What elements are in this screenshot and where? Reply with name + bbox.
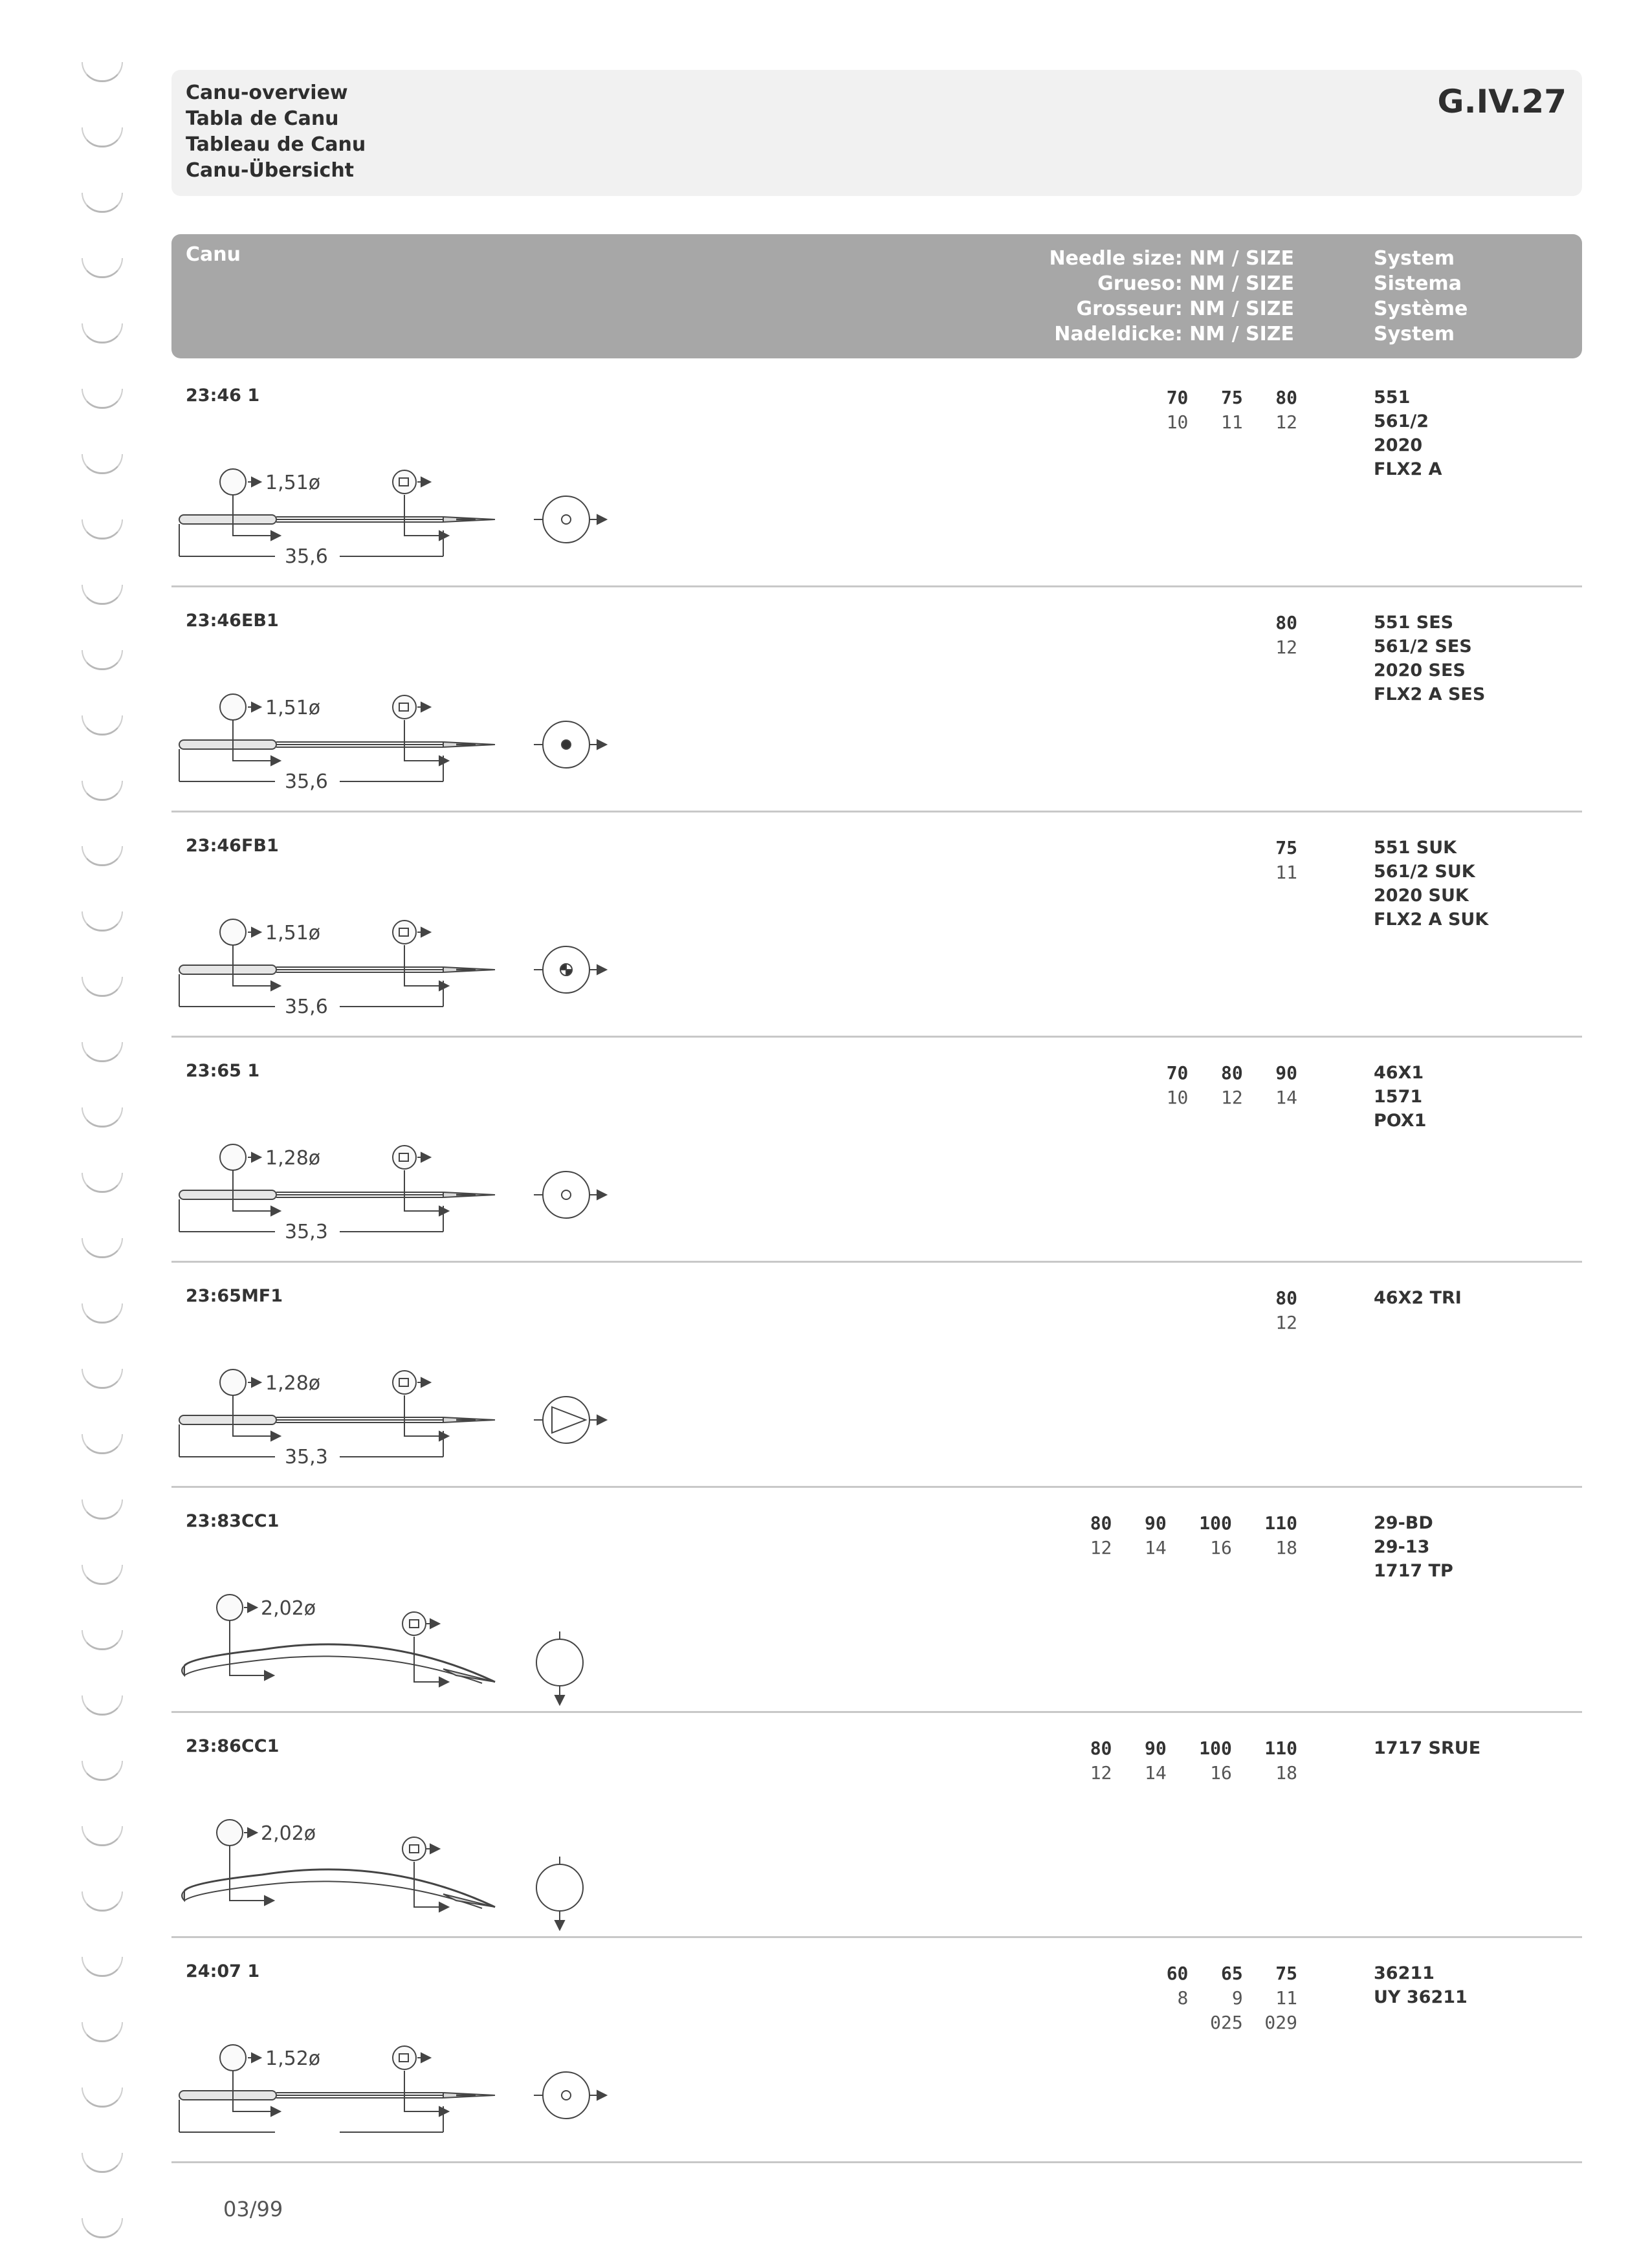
needle-sizes: [1275, 1286, 1297, 1335]
needle-code: 23:46EB1: [186, 611, 279, 631]
header-system-es: Sistema: [1374, 272, 1462, 295]
needle-sizes: [1167, 1061, 1297, 1110]
system-value: UY 36211: [1374, 1987, 1468, 2007]
binding-hole: [82, 1892, 123, 1912]
system-list: [1374, 1961, 1468, 2009]
needle-illustration: [171, 459, 663, 582]
needle-table: [171, 362, 1582, 2163]
needle-length: 35,3: [285, 1221, 328, 1243]
binding-hole: [82, 2218, 123, 2238]
binding-hole: [82, 977, 123, 997]
needle-illustration: [171, 684, 663, 807]
shank-diameter: 1,52ø: [265, 2047, 321, 2070]
needle-row: [171, 1713, 1582, 1938]
system-value: FLX2 A SES: [1374, 684, 1486, 704]
header-system: [1374, 246, 1468, 347]
header-system-de: System: [1374, 323, 1455, 345]
system-list: [1374, 1511, 1453, 1583]
system-value: 561/2 SUK: [1374, 862, 1475, 882]
binding-hole: [82, 1238, 123, 1258]
header-size-es: Grueso: NM / SIZE: [1097, 272, 1294, 295]
binding-hole: [82, 519, 123, 540]
needle-length: 35,6: [285, 545, 328, 568]
size-nm: 70 80 90: [1166, 1062, 1297, 1084]
needle-illustration: [171, 910, 663, 1032]
binding-hole: [82, 389, 123, 409]
needle-illustration: [171, 2035, 663, 2158]
needle-row: [171, 587, 1582, 812]
binding-hole: [82, 62, 123, 82]
size-us: 10 12 14: [1166, 1087, 1297, 1108]
title-box: [171, 70, 1582, 196]
system-value: 2020 SUK: [1374, 886, 1469, 906]
binding-hole: [82, 1107, 123, 1128]
binding-hole: [82, 258, 123, 278]
binding-hole: [82, 781, 123, 801]
system-value: 1571: [1374, 1087, 1423, 1107]
binding-hole: [82, 1696, 123, 1716]
system-value: 29-13: [1374, 1537, 1430, 1557]
binding-hole: [82, 1369, 123, 1389]
needle-row: [171, 1038, 1582, 1263]
size-us: 8 9 11: [1166, 1987, 1297, 2009]
size-alt: 025 029: [1210, 2012, 1297, 2033]
header-canu: Canu: [186, 243, 241, 266]
footer-date: 03/99: [223, 2197, 283, 2221]
needle-code: 23:83CC1: [186, 1511, 280, 1531]
needle-code: 24:07 1: [186, 1961, 260, 1981]
needle-illustration: [171, 1810, 663, 1933]
size-nm: 80 90 100 110: [1090, 1512, 1297, 1534]
needle-row: [171, 362, 1582, 587]
table-header: [171, 234, 1582, 358]
binding-hole: [82, 585, 123, 605]
binding-hole: [82, 1630, 123, 1650]
system-value: 46X2 TRI: [1374, 1288, 1462, 1308]
shank-diameter: 2,02ø: [261, 1822, 316, 1845]
needle-length: 35,3: [285, 1446, 328, 1468]
needle-illustration: [171, 1585, 663, 1708]
needle-row: [171, 1938, 1582, 2163]
binding-hole: [82, 1957, 123, 1977]
size-nm: 80: [1275, 1287, 1297, 1309]
spiral-binding: [76, 62, 128, 2249]
title-lines: [186, 80, 366, 184]
needle-length: 35,6: [285, 996, 328, 1018]
binding-hole: [82, 1303, 123, 1324]
title-line-fr: Tableau de Canu: [186, 133, 366, 156]
size-us: 10 11 12: [1166, 411, 1297, 433]
size-us: 12: [1275, 1312, 1297, 1333]
shank-diameter: 1,51ø: [265, 697, 321, 719]
system-value: 2020 SES: [1374, 660, 1466, 681]
system-list: [1374, 386, 1442, 481]
needle-sizes: [1167, 1961, 1297, 2035]
shank-diameter: 1,51ø: [265, 472, 321, 494]
size-us: 11: [1275, 862, 1297, 883]
needle-row: [171, 1263, 1582, 1488]
system-value: 551 SUK: [1374, 838, 1457, 858]
binding-hole: [82, 846, 123, 866]
binding-hole: [82, 2022, 123, 2042]
needle-sizes: [1090, 1736, 1297, 1785]
title-line-de: Canu-Übersicht: [186, 159, 355, 182]
binding-hole: [82, 2088, 123, 2108]
binding-hole: [82, 1761, 123, 1781]
size-us: 12: [1275, 637, 1297, 658]
needle-sizes: [1275, 611, 1297, 660]
binding-hole: [82, 454, 123, 474]
system-value: 561/2: [1374, 411, 1429, 431]
system-value: 561/2 SES: [1374, 637, 1472, 657]
needle-row: [171, 1488, 1582, 1713]
header-system-fr: Système: [1374, 298, 1468, 320]
binding-hole: [82, 1434, 123, 1454]
needle-code: 23:65MF1: [186, 1286, 283, 1306]
needle-row: [171, 812, 1582, 1038]
binding-hole: [82, 1565, 123, 1585]
system-list: [1374, 836, 1488, 932]
header-size-de: Nadeldicke: NM / SIZE: [1054, 323, 1294, 345]
needle-code: 23:86CC1: [186, 1736, 280, 1756]
system-value: FLX2 A: [1374, 459, 1442, 479]
shank-diameter: 1,28ø: [265, 1147, 321, 1170]
system-list: [1374, 611, 1485, 706]
needle-sizes: [1275, 836, 1297, 885]
size-us: 12 14 16 18: [1090, 1762, 1297, 1783]
system-value: 551 SES: [1374, 613, 1454, 633]
needle-illustration: [171, 1135, 663, 1258]
binding-hole: [82, 911, 123, 932]
system-value: 2020: [1374, 435, 1423, 455]
needle-code: 23:65 1: [186, 1061, 260, 1081]
binding-hole: [82, 2153, 123, 2173]
binding-hole: [82, 1499, 123, 1520]
system-list: [1374, 1736, 1480, 1760]
system-value: 36211: [1374, 1963, 1435, 1983]
binding-hole: [82, 1173, 123, 1193]
binding-hole: [82, 1826, 123, 1846]
size-nm: 60 65 75: [1166, 1963, 1297, 1984]
title-line-en: Canu-overview: [186, 82, 348, 104]
shank-diameter: 2,02ø: [261, 1597, 316, 1620]
needle-illustration: [171, 1360, 663, 1483]
binding-hole: [82, 323, 123, 343]
system-value: 1717 SRUE: [1374, 1738, 1481, 1758]
system-value: 29-BD: [1374, 1513, 1433, 1533]
header-needle-size: [1049, 246, 1294, 347]
binding-hole: [82, 1042, 123, 1062]
header-size-en: Needle size: NM / SIZE: [1049, 247, 1294, 270]
needle-sizes: [1090, 1511, 1297, 1560]
header-size-fr: Grosseur: NM / SIZE: [1076, 298, 1294, 320]
shank-diameter: 1,51ø: [265, 922, 321, 944]
binding-hole: [82, 127, 123, 147]
system-list: [1374, 1286, 1462, 1310]
binding-hole: [82, 650, 123, 670]
system-value: 1717 TP: [1374, 1561, 1453, 1581]
system-value: POX1: [1374, 1111, 1427, 1131]
shank-diameter: 1,28ø: [265, 1372, 321, 1395]
size-nm: 80: [1275, 612, 1297, 633]
needle-code: 23:46 1: [186, 386, 260, 406]
needle-code: 23:46FB1: [186, 836, 279, 856]
size-nm: 80 90 100 110: [1090, 1738, 1297, 1759]
size-nm: 75: [1275, 837, 1297, 858]
size-us: 12 14 16 18: [1090, 1537, 1297, 1558]
needle-length: 35,6: [285, 770, 328, 793]
size-nm: 70 75 80: [1166, 387, 1297, 408]
binding-hole: [82, 193, 123, 213]
title-line-es: Tabla de Canu: [186, 107, 339, 130]
needle-sizes: [1167, 386, 1297, 435]
system-value: 551: [1374, 387, 1411, 408]
system-value: FLX2 A SUK: [1374, 910, 1489, 930]
system-value: 46X1: [1374, 1063, 1424, 1083]
system-list: [1374, 1061, 1426, 1133]
binding-hole: [82, 715, 123, 736]
page-code: G.IV.27: [1437, 83, 1567, 120]
header-system-en: System: [1374, 247, 1455, 270]
